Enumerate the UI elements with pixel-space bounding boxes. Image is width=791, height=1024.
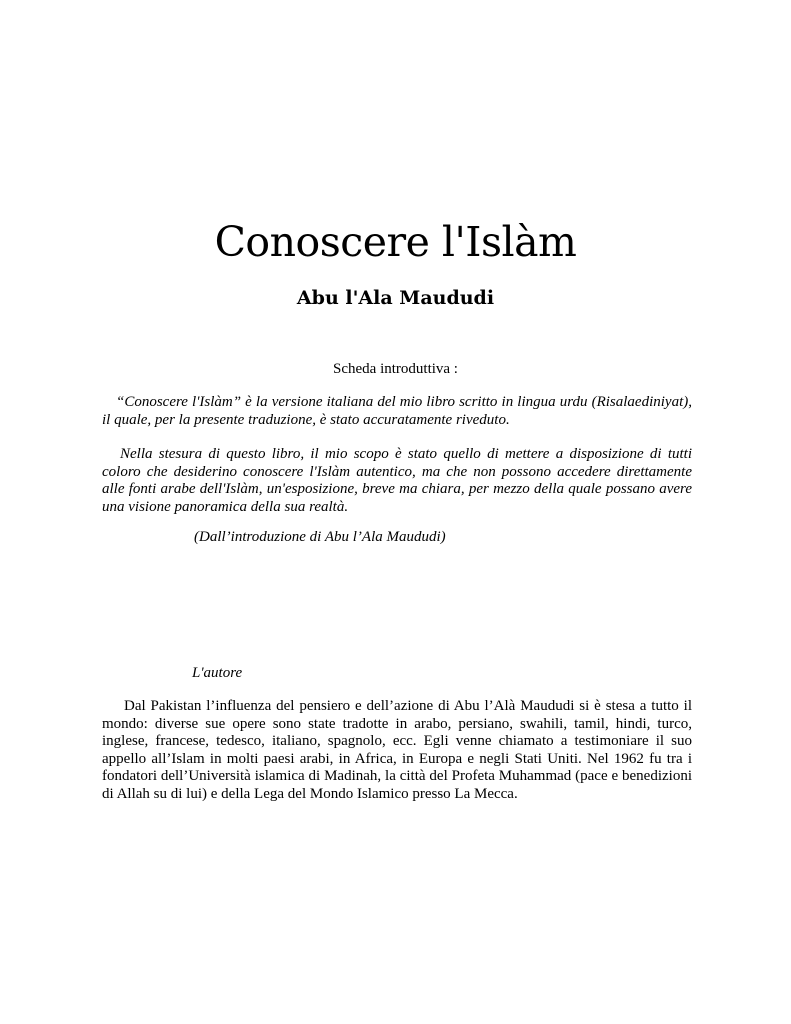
intro-section-label: Scheda introduttiva : [333, 361, 458, 377]
intro-paragraph: “Conoscere l'Islàm” è la versione italiana del mio libro scritto in lingua urdu (Risalaediniyat), il quale, per la presente traduzione, è stato accuratamente riveduto. [102, 394, 692, 428]
document-title: Conoscere l'Islàm [214, 218, 577, 266]
intro-paragraph: Nella stesura di questo libro, il mio scopo è stato quello di mettere a disposizione di tutti coloro che desiderino conoscere l'Islàm autentico, ma che non possono accedere direttamente alle fonti arabe dell'Islàm, un'esposizione, breve ma chiara, per mezzo della quale possano avere una visione panoramica della sua realtà. [102, 446, 692, 515]
intro-attribution: (Dall’introduzione di Abu l’Ala Maududi) [194, 529, 446, 545]
document-author: Abu l'Ala Maududi [296, 287, 495, 309]
author-section-heading: L'autore [192, 665, 243, 681]
author-biography: Dal Pakistan l’influenza del pensiero e dell’azione di Abu l’Alà Maududi si è stesa a tutto il mondo: diverse sue opere sono state tradotte in arabo, persiano, swahili, tamil, hindi, turco, inglese, francese, tedesco, italiano, spagnolo, ecc. Egli venne chiamato a testimoniare il suo appello all’Islam in molti paesi arabi, in Africa, in Europa e negli Stati Uniti. Nel 1962 fu tra i fondatori dell’Università islamica di Madinah, la città del Profeta Muhammad (pace e benedizioni di Allah su di lui) e della Lega del Mondo Islamico presso La Mecca. [102, 698, 692, 802]
